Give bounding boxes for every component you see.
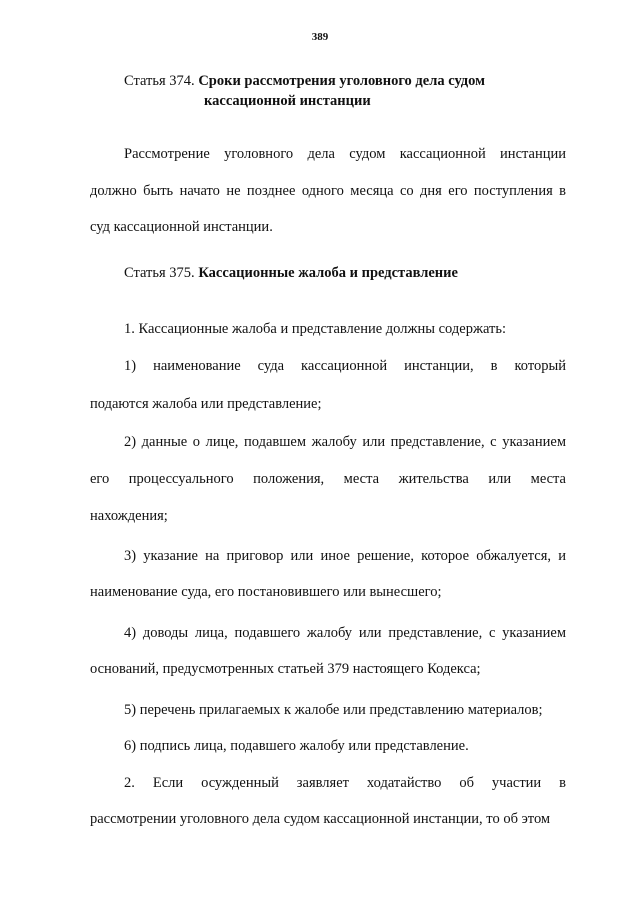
item4-line2: оснований, предусмотренных статьей 379 настоящего Кодекса;: [90, 661, 481, 677]
article-374-body-line1: Рассмотрение уголовного дела судом кассационной инстанции: [124, 146, 566, 162]
item1-line2: подаются жалоба или представление;: [90, 396, 322, 412]
article-374-title-line2: кассационной инстанции: [204, 93, 371, 109]
item3-line1: 3) указание на приговор или иное решение, которое обжалуется, и: [124, 548, 566, 564]
article-374-prefix: Статья 374.: [124, 73, 199, 89]
article-375-prefix: Статья 375.: [124, 265, 199, 281]
page-number: 389: [311, 31, 329, 43]
article-374-title-line1: Сроки рассмотрения уголовного дела судом: [198, 73, 485, 89]
item2-line1: 2) данные о лице, подавшем жалобу или представление, с указанием: [124, 434, 566, 450]
article-374-body-line3: суд кассационной инстанции.: [90, 219, 273, 235]
item3-line2: наименование суда, его постановившего или вынесшего;: [90, 584, 442, 600]
article-375-title: Кассационные жалоба и представление: [198, 265, 458, 281]
article-375-heading: [124, 264, 458, 282]
item4-line1: 4) доводы лица, подавшего жалобу или представление, с указанием: [124, 625, 566, 641]
article-374-body-line2: должно быть начато не позднее одного месяца со дня его поступления в: [90, 183, 566, 199]
p2-line1: 2. Если осужденный заявляет ходатайство об участии в: [124, 775, 566, 791]
item6: 6) подпись лица, подавшего жалобу или представление.: [124, 738, 469, 754]
article-374-heading: [124, 72, 485, 90]
item2-line2: его процессуального положения, места жительства или места: [90, 471, 566, 487]
item1-line1: 1) наименование суда кассационной инстанции, в который: [124, 358, 566, 374]
p2-line2: рассмотрении уголовного дела судом кассационной инстанции, то об этом: [90, 811, 551, 827]
item2-line3: нахождения;: [90, 508, 168, 524]
article-375-p1: 1. Кассационные жалоба и представление должны содержать:: [124, 321, 507, 337]
item5: 5) перечень прилагаемых к жалобе или представлению материалов;: [124, 702, 543, 718]
